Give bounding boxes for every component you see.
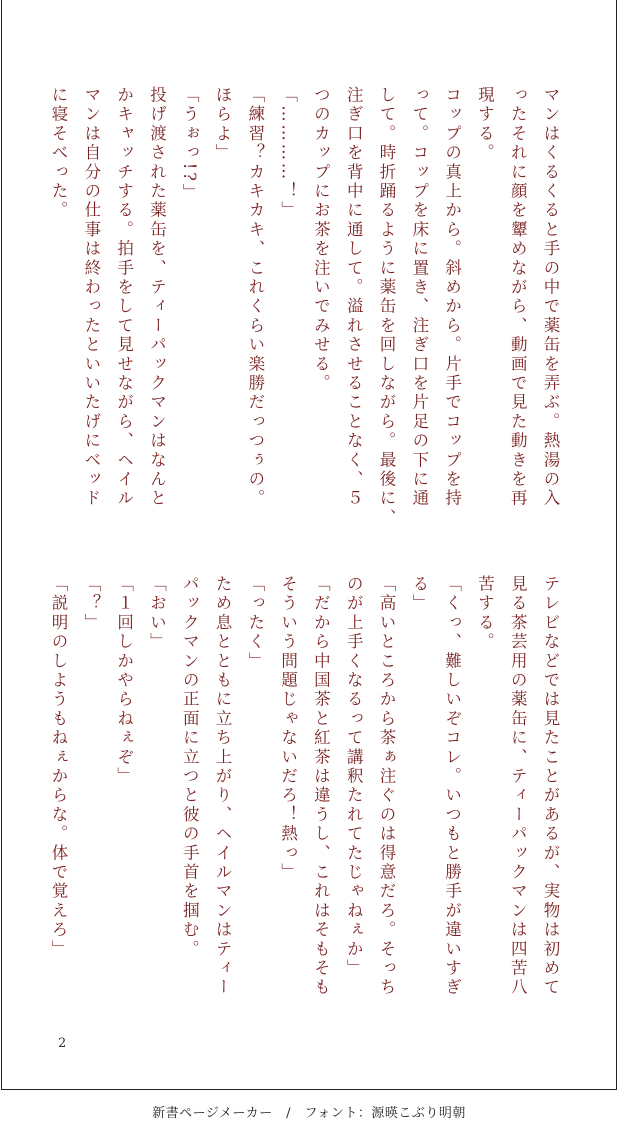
text-line: マンは自分の仕事は終わったといいたげにベッド	[81, 86, 101, 509]
page-number: 2	[58, 1036, 67, 1051]
text-line: って。コップを床に置き、注ぎ口を片足の下に通	[409, 86, 429, 509]
text-line: 見る茶芸用の薬缶に、ティーパックマンは四苦八	[508, 575, 528, 998]
text-line: 「１回しかやらねぇぞ」	[114, 575, 134, 787]
text-line: 「ったく」	[245, 575, 265, 671]
text-line: 「…………！」	[278, 86, 298, 221]
text-line: 「？」	[81, 575, 101, 633]
text-line: マンはくるくると手の中で薬缶を弄ぶ。熱湯の入	[541, 86, 560, 509]
text-line: 「うぉっ!?」	[180, 86, 200, 203]
text-line: る」	[409, 575, 429, 614]
text-line: テレビなどでは見たことがあるが、実物は初めて	[541, 575, 560, 998]
text-line: 現する。	[475, 86, 495, 163]
text-line: 「練習？カキカキ、これくらい楽勝だっつぅの。	[245, 86, 265, 509]
text-block-lower	[49, 575, 566, 1007]
text-line: 注ぎ口を背中に通して。溢れさせることなく、５	[344, 86, 364, 509]
text-line: 苦する。	[475, 575, 495, 652]
text-line: のが上手くなるって講釈たれてたじゃねぇか」	[344, 575, 364, 979]
text-line: ほらよ」	[213, 86, 233, 163]
text-line: 「だから中国茶と紅茶は違うし、これはそもそも	[311, 575, 331, 998]
text-line: コップの真上から。斜めから。片手でコップを持	[442, 86, 462, 509]
text-line: 投げ渡された薬缶を、ティーパックマンはなんと	[147, 86, 167, 509]
footer-credit: 新書ページメーカー / フォント：源暎こぶり明朝	[152, 1106, 466, 1121]
text-block-upper	[49, 86, 566, 538]
text-line: 「おい」	[147, 575, 167, 652]
text-line: して。時折踊るように薬缶を回しながら。最後に、	[377, 86, 397, 528]
text-line: つのカップにお茶を注いでみせる。	[311, 86, 331, 394]
text-line: 「説明のしようもねぇからな。体で覚えろ」	[49, 575, 69, 959]
text-line: に寝そべった。	[49, 86, 69, 221]
text-line: 「くっ、難しいぞコレ。いつもと勝手が違いすぎ	[442, 575, 462, 998]
text-line: そういう問題じゃないだろ！熱っ」	[278, 575, 298, 883]
text-line: 「高いところから茶ぁ注ぐのは得意だろ。そっち	[377, 575, 397, 998]
text-line: ため息とともに立ち上がり、ヘイルマンはティー	[213, 575, 233, 998]
book-page	[1, 0, 617, 1090]
text-line: かキャッチする。拍手をして見せながら、ヘイル	[114, 86, 134, 509]
text-line: パックマンの正面に立つと彼の手首を掴む。	[180, 575, 200, 959]
text-line: ったそれに顔を顰めながら、動画で見た動きを再	[508, 86, 528, 509]
